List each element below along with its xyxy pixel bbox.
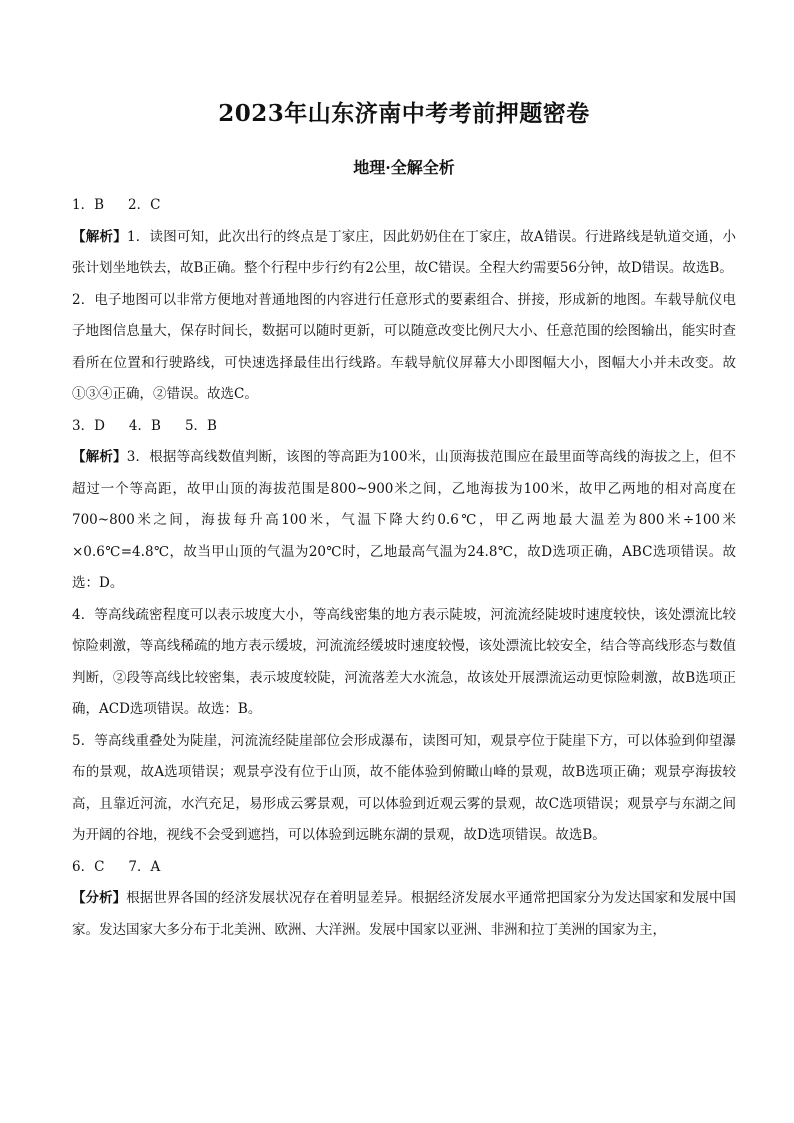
answer-item: 6．C <box>72 858 105 875</box>
explanation-paragraph <box>72 285 736 411</box>
answer-item: 1．B <box>72 197 105 213</box>
answer-line <box>72 190 736 222</box>
answer-item: 3．D <box>72 417 105 434</box>
explanation-text: 2．电子地图可以非常方便地对普通地图的内容进行任意形式的要素组合、拼接，形成新的地图。车载导航仪电子地图信息量大，保存时间长，数据可以随时更新，可以随意改变比例尺大小、任意范围的绘图输出，能实时查看所在位置和行驶路线，可快速选择最佳出行线路。车载导航仪屏幕大小即图幅大小，图幅大小并未改变。故①③④正确，②错误。故选C。 <box>72 291 736 402</box>
answer-item: 4．B <box>128 417 161 434</box>
explanation-paragraph <box>72 222 736 285</box>
explanation-paragraph <box>72 600 736 726</box>
answer-line <box>72 411 736 443</box>
explanation-text: 1．读图可知，此次出行的终点是丁家庄，因此奶奶住在丁家庄，故A错误。行进路线是轨道交通，小张计划坐地铁去，故B正确。整个行程中步行约有2公里，故C错误。全程大约需要56分钟，故D错误。故选B。 <box>72 228 737 276</box>
explanation-paragraph <box>72 883 736 946</box>
answer-item: 2．C <box>128 197 161 213</box>
answer-item: 7．A <box>128 858 161 875</box>
explanation-paragraph <box>72 442 736 600</box>
document-title: 2023年山东济南中考考前押题密卷 <box>218 100 590 127</box>
answer-line <box>72 852 736 884</box>
explanation-tag: 【分析】 <box>72 890 127 906</box>
explanation-paragraph <box>72 726 736 852</box>
answer-item: 5．B <box>184 417 217 434</box>
explanation-text: 5．等高线重叠处为陡崖，河流流经陡崖部位会形成瀑布，读图可知，观景亭位于陡崖下方，可以体验到仰望瀑布的景观，故A选项错误；观景亭没有位于山顶，故不能体验到俯瞰山峰的景观，故B选项正确；观景亭海拔较高，且靠近河流，水汽充足，易形成云雾景观，可以体验到近观云雾的景观，故C选项错误；观景亭与东湖之间为开阔的谷地，视线不会受到遮挡，可以体验到远眺东湖的景观，故D选项错误。故选B。 <box>72 732 736 843</box>
explanation-text: 根据世界各国的经济发展状况存在着明显差异。根据经济发展水平通常把国家分为发达国家和发展中国家。发达国家大多分布于北美洲、欧洲、大洋洲。发展中国家以亚洲、非洲和拉丁美洲的国家为主， <box>72 890 737 938</box>
explanation-text: 4．等高线疏密程度可以表示坡度大小，等高线密集的地方表示陡坡，河流流经陡坡时速度较快，该处漂流比较惊险刺激，等高线稀疏的地方表示缓坡，河流流经缓坡时速度较慢，该处漂流比较安全，结合等高线形态与数值判断，②段等高线比较密集，表示坡度较陡，河流落差大水流急，故该处开展漂流运动更惊险刺激，故B选项正确，ACD选项错误。故选：B。 <box>72 606 736 717</box>
explanation-tag: 【解析】 <box>72 449 127 465</box>
explanation-text: 3．根据等高线数值判断，该图的等高距为100米，山顶海拔范围应在最里面等高线的海拔之上，但不超过一个等高距，故甲山顶的海拔范围是800~900米之间，乙地海拔为100米，故甲乙两地的相对高度在700~800米之间，海拔每升高100米，气温下降大约0.6℃，甲乙两地最大温差为800米÷100米×0.6℃=4.8℃，故当甲山顶的气温为20℃时，乙地最高气温为24.8℃，故D选项正确，ABC选项错误。故选：D。 <box>72 449 737 591</box>
explanation-tag: 【解析】 <box>72 228 127 245</box>
document-subtitle: 地理·全解全析 <box>353 158 455 177</box>
